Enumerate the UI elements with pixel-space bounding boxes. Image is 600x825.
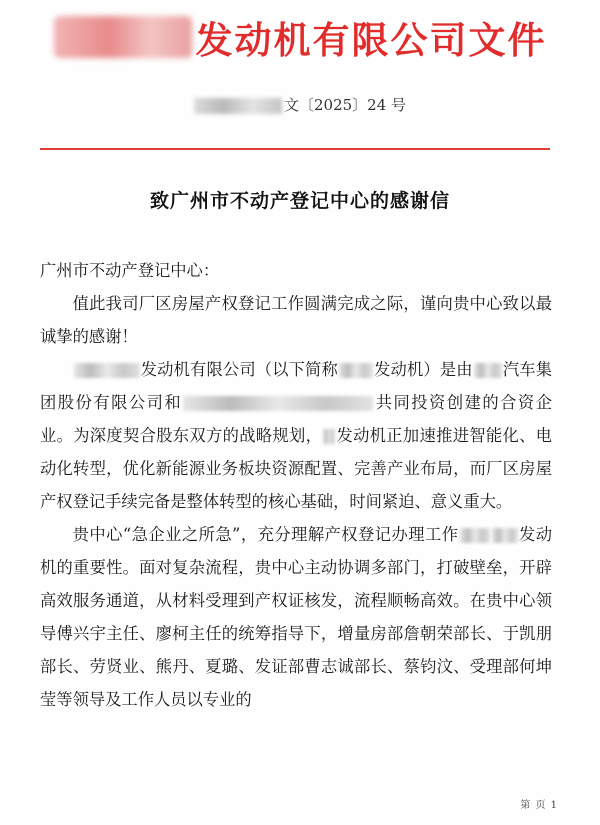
paragraph-3-part-b: 发动机的重要性。面对复杂流程，贵中心主动协调多部门，打破壁垒，开辟高效服务通道，从材料受理到产权证核发，流程顺畅高效。在贵中心领导傅兴宇主任、廖柯主任的统筹指导下，增量房部詹朝荣部长、于凯朋部长、劳贤业、熊丹、夏璐、发证部曹志诚部长、蔡钧汶、受理部何坤莹等领导及工作人员以专业的 xyxy=(40,525,552,709)
letterhead xyxy=(0,10,600,64)
letter-body xyxy=(40,254,552,716)
paragraph-3 xyxy=(40,518,552,716)
redacted-text xyxy=(492,528,518,543)
redacted-text xyxy=(339,363,373,378)
paragraph-3-part-a: 贵中心“急企业之所急”，充分理解产权登记办理工作 xyxy=(72,525,459,544)
redacted-text xyxy=(474,363,502,378)
paragraph-2-part-e: 发动机正加速推进智能化、电动化转型，优化新能源业务板块资源配置、完善产业布局，而厂区房屋产权登记手续完备是整体转型的核心基础，时间紧迫、意义重大。 xyxy=(40,426,552,511)
document-number xyxy=(0,94,600,115)
document-number-text: 文〔2025〕24 号 xyxy=(283,96,407,114)
paragraph-2-part-b: 发动机）是由 xyxy=(373,360,473,379)
page-footer: 第 页 1 xyxy=(520,800,558,811)
paragraph-2-part-a: 发动机有限公司（以下简称 xyxy=(140,360,338,379)
redacted-text xyxy=(183,396,373,411)
red-divider xyxy=(40,148,550,150)
paragraph-2-part-d: 共同投资创建的合资企业。为深度契合股东双方的战略规划， xyxy=(40,393,552,445)
paragraph-2-part-c: 汽车集团股份有限公司和 xyxy=(40,360,552,412)
letter-heading: 致广州市不动产登记中心的感谢信 xyxy=(149,190,450,212)
redacted-text xyxy=(323,429,335,444)
paragraph-2 xyxy=(40,353,552,518)
redacted-text xyxy=(460,528,490,543)
redacted-doc-prefix xyxy=(194,98,282,114)
redacted-text xyxy=(74,363,140,378)
salutation: 广州市不动产登记中心： xyxy=(40,261,220,280)
redacted-company-name xyxy=(54,16,192,58)
paragraph-1: 值此我司厂区房屋产权登记工作圆满完成之际，谨向贵中心致以最诚挚的感谢！ xyxy=(40,294,552,346)
letterhead-title: 发动机有限公司文件 xyxy=(195,19,547,62)
